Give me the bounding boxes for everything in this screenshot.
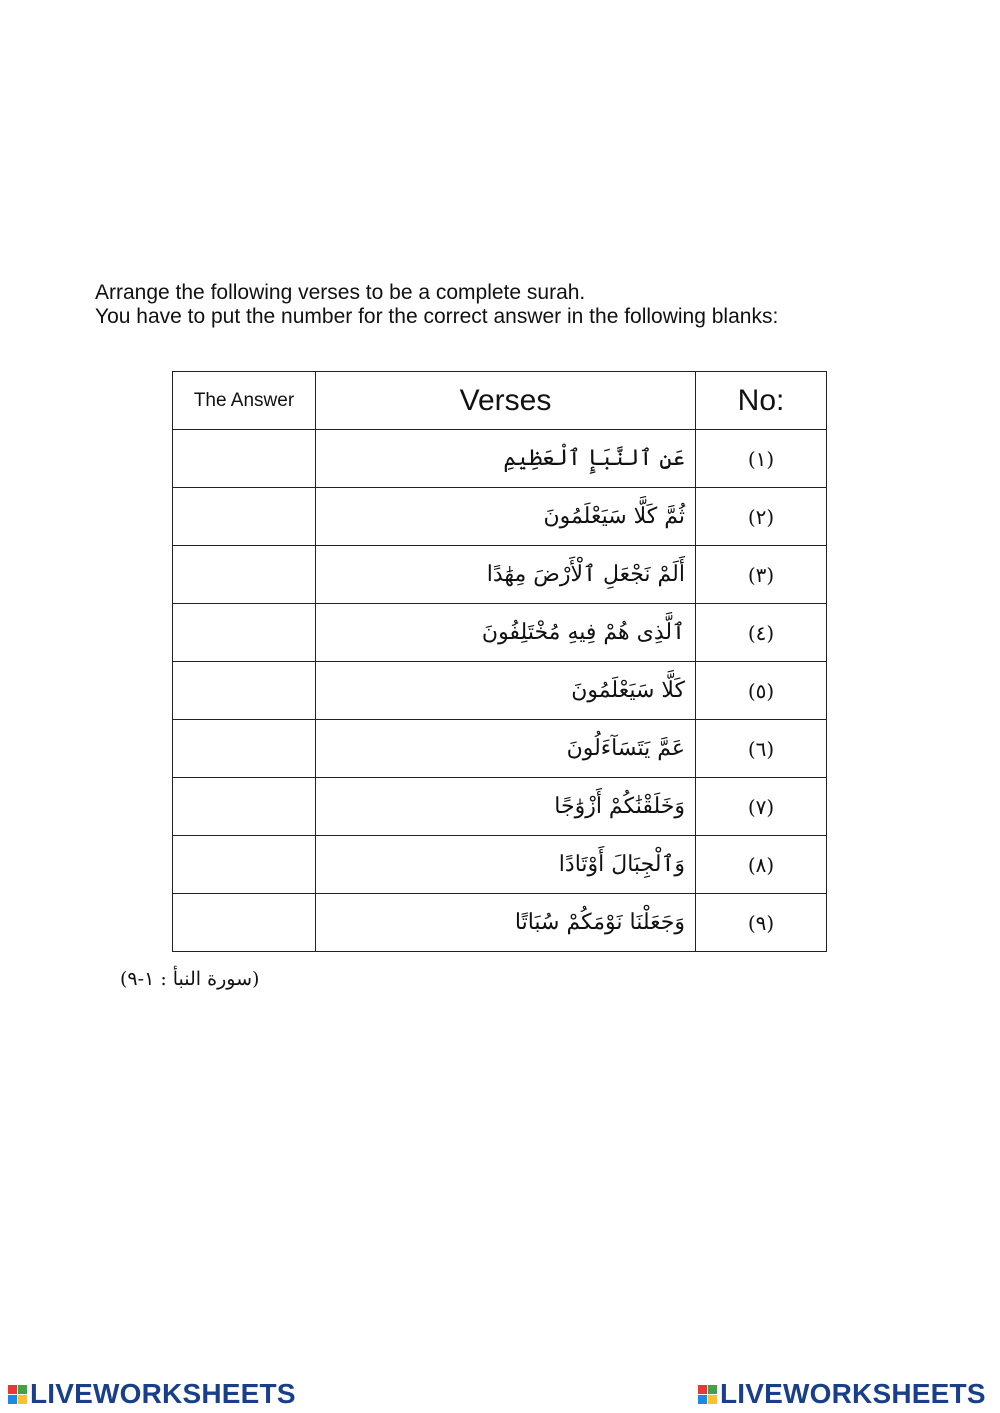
- liveworksheets-logo-icon: [698, 1385, 717, 1404]
- verse-number: (٧): [696, 778, 827, 836]
- verse-number: (٦): [696, 720, 827, 778]
- table-row: [173, 604, 827, 662]
- verse-number: (١): [696, 430, 827, 488]
- table-row: [173, 778, 827, 836]
- verse-text: أَلَمْ نَجْعَلِ ٱلْأَرْضَ مِهَٰدًا: [316, 546, 696, 604]
- table-header-row: [173, 372, 827, 430]
- table-row: [173, 894, 827, 952]
- answer-blank[interactable]: [173, 894, 316, 952]
- header-verses: Verses: [316, 372, 696, 430]
- verse-text: ٱلَّذِى هُمْ فِيهِ مُخْتَلِفُونَ: [316, 604, 696, 662]
- verse-text: كَلَّا سَيَعْلَمُونَ: [316, 662, 696, 720]
- footer-brand-right: [698, 1378, 986, 1410]
- brand-text: LIVEWORKSHEETS: [30, 1378, 296, 1409]
- verses-table: [172, 371, 827, 952]
- answer-blank[interactable]: [173, 488, 316, 546]
- table-row: [173, 430, 827, 488]
- table-row: [173, 488, 827, 546]
- table-row: [173, 720, 827, 778]
- verse-number: (٥): [696, 662, 827, 720]
- answer-blank[interactable]: [173, 778, 316, 836]
- brand-text: LIVEWORKSHEETS: [720, 1378, 986, 1409]
- table-row: [173, 546, 827, 604]
- verse-number: (٤): [696, 604, 827, 662]
- verse-text: ثُمَّ كَلَّا سَيَعْلَمُونَ: [316, 488, 696, 546]
- verse-text: عَنِ ٱلنَّبَإِ ٱلْعَظِيمِ: [316, 430, 696, 488]
- table-row: [173, 662, 827, 720]
- verse-number: (٣): [696, 546, 827, 604]
- answer-blank[interactable]: [173, 604, 316, 662]
- verse-number: (٩): [696, 894, 827, 952]
- answer-blank[interactable]: [173, 430, 316, 488]
- header-no: No:: [696, 372, 827, 430]
- footer-brand-left: [8, 1378, 296, 1410]
- answer-blank[interactable]: [173, 662, 316, 720]
- instruction-line-2: You have to put the number for the correct answer in the following blanks:: [95, 305, 779, 328]
- instructions: [95, 281, 778, 329]
- answer-blank[interactable]: [173, 546, 316, 604]
- verse-number: (٢): [696, 488, 827, 546]
- verse-text: عَمَّ يَتَسَآءَلُونَ: [316, 720, 696, 778]
- verse-text: وَٱلْجِبَالَ أَوْتَادًا: [316, 836, 696, 894]
- answer-blank[interactable]: [173, 720, 316, 778]
- verse-text: وَخَلَقْنَٰكُمْ أَزْوَٰجًا: [316, 778, 696, 836]
- verse-number: (٨): [696, 836, 827, 894]
- answer-blank[interactable]: [173, 836, 316, 894]
- header-answer: The Answer: [173, 372, 316, 430]
- verse-text: وَجَعَلْنَا نَوْمَكُمْ سُبَاتًا: [316, 894, 696, 952]
- liveworksheets-logo-icon: [8, 1385, 27, 1404]
- instruction-line-1: Arrange the following verses to be a complete surah.: [95, 281, 586, 304]
- table-row: [173, 836, 827, 894]
- surah-reference: (سورة النبأ : ١-٩): [120, 968, 260, 990]
